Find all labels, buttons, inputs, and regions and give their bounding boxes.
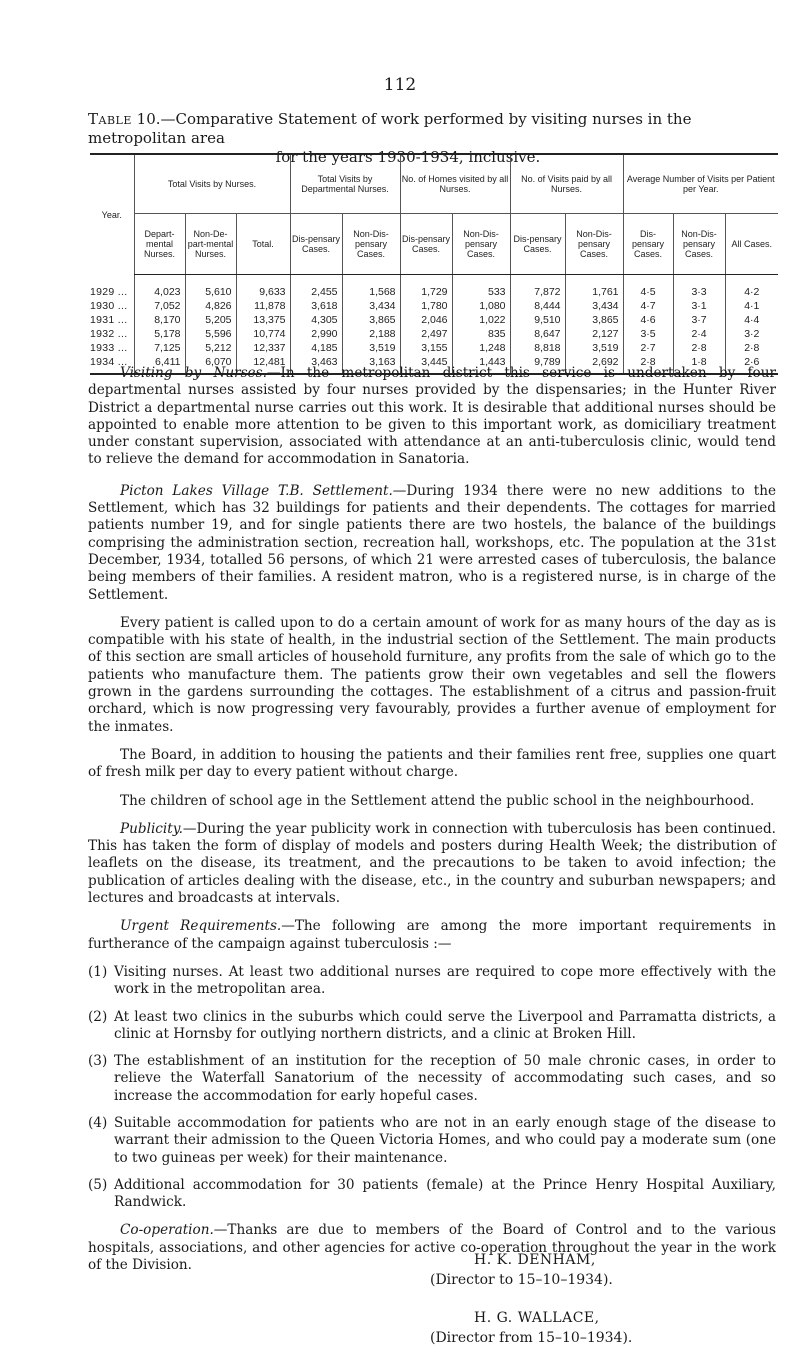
column-header: Non-Dis-pensary Cases. xyxy=(452,214,510,275)
caption-label: Table xyxy=(88,110,132,128)
table-cell: 3·2 xyxy=(725,327,778,341)
column-header: Dis-pensary Cases. xyxy=(400,214,452,275)
column-header: Non-Dis-pensary Cases. xyxy=(565,214,623,275)
table-cell: 2,188 xyxy=(342,327,400,341)
table-cell: 4·5 xyxy=(623,275,673,300)
table-cell: 3,445 xyxy=(400,355,452,374)
paragraph-picton: Picton Lakes Village T.B. Settlement.—During 1934 there were no new additions to the Settlement, which has 32 buildings for patients and their dependents. The cottages for married patients number 19, and for single patients there are two hostels, the balance of the buildings comprising the administration section, recreation hall, workshops, etc. The population at the 31st December, 1934, totalled 56 persons, of which 21 were arrested cases of tuberculosis, the balance being members of their families. A resident matron, who is a registered nurse, is in charge of the Settlement. xyxy=(88,482,776,603)
table-cell: 2·8 xyxy=(673,341,725,355)
table-body xyxy=(90,275,778,375)
signature-denham xyxy=(430,1250,770,1290)
table-cell: 8,170 xyxy=(134,313,185,327)
table-cell: 3·3 xyxy=(673,275,725,300)
list-item: (3) The establishment of an institution for the reception of 50 male chronic cases, in order to relieve the Waterfall Sanatorium of the necessity of accommodating such cases, and so increase the accommodation for early hopeful cases. xyxy=(88,1053,776,1104)
group-header: Total Visits by Nurses. xyxy=(134,154,290,214)
paragraph-every-patient: Every patient is called upon to do a certain amount of work for as many hours of the day as is compatible with his state of health, in the industrial section of the Settlement. The main products of this section are small articles of household furniture, any profits from the sale of which go to the patients who manufacture them. The patients grow their own vegetables and sell the flowers grown in the gardens surrounding the cottages. The establishment of a citrus and passion-fruit orchard, which is now progressing very favourably, provides a further avenue of employment for the inmates. xyxy=(88,614,776,735)
year-cell: 1929 ... xyxy=(90,285,128,298)
table-cell: 3,434 xyxy=(342,299,400,313)
table-cell: 1·8 xyxy=(673,355,725,374)
table-cell: 3,865 xyxy=(565,313,623,327)
table-cell: 5,212 xyxy=(185,341,236,355)
table-cell: 2·6 xyxy=(725,355,778,374)
table-cell: 2·7 xyxy=(623,341,673,355)
table-cell: 5,610 xyxy=(185,275,236,300)
column-header: Non-Dis-pensary Cases. xyxy=(673,214,725,275)
table-cell: 13,375 xyxy=(236,313,290,327)
table-cell: 9,789 xyxy=(510,355,565,374)
column-header: Non-De-part-mental Nurses. xyxy=(185,214,236,275)
table-cell: 4,023 xyxy=(134,275,185,300)
table-cell: 10,774 xyxy=(236,327,290,341)
table-cell: 3,519 xyxy=(565,341,623,355)
group-header: Average Number of Visits per Patient per Year. xyxy=(623,154,778,214)
year-cell: 1932 ... xyxy=(90,328,128,340)
table-cell: 5,178 xyxy=(134,327,185,341)
table-cell: 9,633 xyxy=(236,275,290,300)
paragraph-visiting: Visiting by Nurses.—In the metropolitan district this service is undertaken by four departmental nurses assisted by four nurses provided by the dispensaries; in the Hunter River District a departmental nurse carries out this work. It is desirable that additional nurses should be appointed to enable more attention to be given to this important work, as domiciliary treatment under constant supervision, associated with attendance at an anti-tuberculosis clinic, would tend to relieve the demand for accommodation in Sanatoria. xyxy=(88,365,776,468)
table-cell: 1,568 xyxy=(342,275,400,300)
table-row xyxy=(90,341,778,355)
table-cell: 12,481 xyxy=(236,355,290,374)
table-cell: 4,826 xyxy=(185,299,236,313)
caption-number: 10. xyxy=(136,110,161,128)
table-row xyxy=(90,313,778,327)
signatory-title: (Director to 15–10–1934). xyxy=(430,1272,613,1288)
table-cell: 1,022 xyxy=(452,313,510,327)
table-cell: 3·5 xyxy=(623,327,673,341)
table-cell: 4·7 xyxy=(623,299,673,313)
signatory-title: (Director from 15–10–1934). xyxy=(430,1330,633,1346)
paragraph-cooperation: Co-operation.—Thanks are due to members of the Board of Control and to the various hospitals, associations, and other agencies for active co-operation throughout the year in the work of the Division. xyxy=(88,1222,776,1274)
table-cell: 4,185 xyxy=(290,341,342,355)
table-cell: 7,052 xyxy=(134,299,185,313)
table-cell: 2·8 xyxy=(623,355,673,374)
table-cell: 3,519 xyxy=(342,341,400,355)
requirements-list xyxy=(88,964,776,1212)
table-cell: 2·8 xyxy=(725,341,778,355)
table-cell: 1,780 xyxy=(400,299,452,313)
heading-picton: Picton Lakes Village T.B. Settlement. xyxy=(120,482,393,499)
comparative-statement-table xyxy=(90,153,778,375)
column-header: Total. xyxy=(236,214,290,275)
column-header: Depart-mental Nurses. xyxy=(134,214,185,275)
table-cell: 4·1 xyxy=(725,299,778,313)
table-cell: 2,127 xyxy=(565,327,623,341)
table-cell: 3·7 xyxy=(673,313,725,327)
signatures xyxy=(430,1250,770,1366)
table-cell: 3,463 xyxy=(290,355,342,374)
table-cell: 1,761 xyxy=(565,275,623,300)
table-row xyxy=(90,327,778,341)
table-cell: 533 xyxy=(452,275,510,300)
signature-wallace xyxy=(430,1308,770,1348)
heading-visiting: Visiting by Nurses. xyxy=(120,365,267,381)
table-row xyxy=(90,299,778,313)
table-cell: 8,647 xyxy=(510,327,565,341)
table-cell: 4·2 xyxy=(725,275,778,300)
list-item: (5) Additional accommodation for 30 patients (female) at the Prince Henry Hospital Auxiliary, Randwick. xyxy=(88,1176,776,1211)
table-cell: 1,443 xyxy=(452,355,510,374)
year-cell: 1930 ... xyxy=(90,300,128,312)
table-cell: 2,455 xyxy=(290,275,342,300)
table-cell: 3,434 xyxy=(565,299,623,313)
table-cell: 2·4 xyxy=(673,327,725,341)
column-header: Dis-pensary Cases. xyxy=(623,214,673,275)
column-header: All Cases. xyxy=(725,214,778,275)
paragraph-board: The Board, in addition to housing the patients and their families rent free, supplies one quart of fresh milk per day to every patient without charge. xyxy=(88,746,776,781)
column-header: Dis-pensary Cases. xyxy=(510,214,565,275)
signatory-name: H. G. WALLACE, xyxy=(474,1310,600,1326)
page-number: 112 xyxy=(383,75,417,95)
table-row xyxy=(90,275,778,300)
year-cell: 1933 ... xyxy=(90,342,128,354)
table-cell: 3,618 xyxy=(290,299,342,313)
table-cell: 4,305 xyxy=(290,313,342,327)
table-cell: 5,596 xyxy=(185,327,236,341)
table-cell: 7,125 xyxy=(134,341,185,355)
list-item: (1) Visiting nurses. At least two additional nurses are required to cope more effectively with the work in the metropolitan area. xyxy=(88,963,776,998)
table-cell: 2,497 xyxy=(400,327,452,341)
year-cell: 1931 ... xyxy=(90,314,128,326)
paragraph-urgent: Urgent Requirements.—The following are among the more important requirements in furtherance of the campaign against tuberculosis :— xyxy=(88,918,776,952)
table-cell: 835 xyxy=(452,327,510,341)
group-header: Total Visits by Departmental Nurses. xyxy=(290,154,400,214)
column-header: Non-Dis-pensary Cases. xyxy=(342,214,400,275)
group-header: No. of Visits paid by all Nurses. xyxy=(510,154,623,214)
table-cell: 11,878 xyxy=(236,299,290,313)
table-cell: 2,990 xyxy=(290,327,342,341)
heading-cooperation: Co-operation. xyxy=(120,1222,214,1239)
table-cell: 1,080 xyxy=(452,299,510,313)
year-header: Year. xyxy=(90,154,134,275)
table-cell: 3,155 xyxy=(400,341,452,355)
table-cell: 3,865 xyxy=(342,313,400,327)
table-cell: 4·6 xyxy=(623,313,673,327)
heading-urgent: Urgent Requirements. xyxy=(120,918,282,935)
table-cell: 5,205 xyxy=(185,313,236,327)
table-cell: 6,070 xyxy=(185,355,236,374)
caption-title-line2: for the years 1930-1934, inclusive. xyxy=(275,148,541,166)
table-cell: 2,046 xyxy=(400,313,452,327)
paragraph-children: The children of school age in the Settlement attend the public school in the neighbourhood. xyxy=(120,792,755,809)
list-item: (2) At least two clinics in the suburbs which could serve the Liverpool and Parramatta districts, a clinic at Hornsby for outlying northern districts, and a clinic at Broken Hill. xyxy=(88,1008,776,1042)
year-cell: 1934 ... xyxy=(90,355,134,374)
table-cell: 2,692 xyxy=(565,355,623,374)
caption-title: —Comparative Statement of work performed by visiting nurses in the metropolitan area xyxy=(88,110,692,147)
table-cell: 1,248 xyxy=(452,341,510,355)
group-header: No. of Homes visited by all Nurses. xyxy=(400,154,510,214)
table-cell: 8,444 xyxy=(510,299,565,313)
heading-publicity: Publicity. xyxy=(120,820,183,837)
column-header: Dis-pensary Cases. xyxy=(290,214,342,275)
signatory-name: H. K. DENHAM, xyxy=(474,1252,596,1268)
table-cell: 1,729 xyxy=(400,275,452,300)
table-cell: 6,411 xyxy=(134,355,185,374)
table-cell: 4·4 xyxy=(725,313,778,327)
list-item: (4) Suitable accommodation for patients who are not in an early enough stage of the disease to warrant their admission to the Queen Victoria Homes, and who could pay a moderate sum (one to two guineas per week) for their maintenance. xyxy=(88,1114,776,1166)
table-cell: 3,163 xyxy=(342,355,400,374)
body-text xyxy=(88,365,776,1285)
table-cell: 3·1 xyxy=(673,299,725,313)
table-cell: 7,872 xyxy=(510,275,565,300)
table-cell: 9,510 xyxy=(510,313,565,327)
table-cell: 12,337 xyxy=(236,341,290,355)
table-cell: 8,818 xyxy=(510,341,565,355)
paragraph-publicity: Publicity.—During the year publicity work in connection with tuberculosis has been continued. This has taken the form of display of models and posters during Health Week; the distribution of leaflets on the disease, its treatment, and the precautions to be taken to avoid infection; the publication of articles dealing with the disease, etc., in the country and suburban newspapers; and lectures and broadcasts at intervals. xyxy=(88,820,776,907)
